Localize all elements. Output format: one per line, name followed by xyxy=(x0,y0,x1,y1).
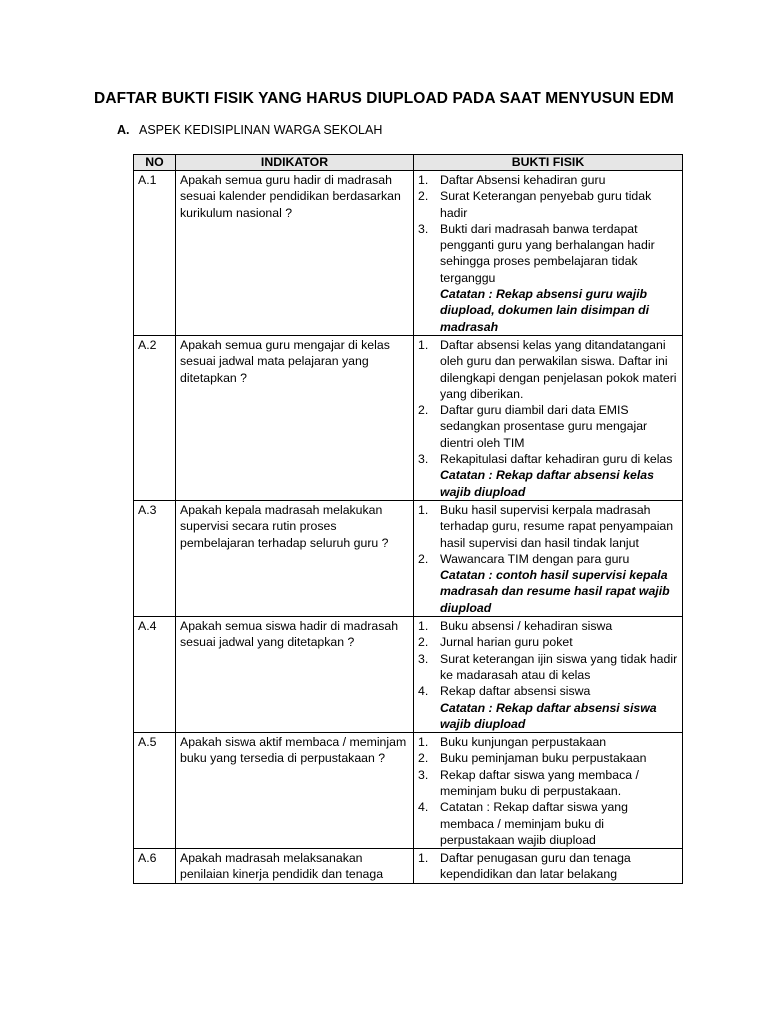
table-row xyxy=(134,335,683,500)
row-bukti-fisik xyxy=(414,171,683,336)
section-title: ASPEK KEDISIPLINAN WARGA SEKOLAH xyxy=(139,123,383,137)
row-indikator: Apakah semua guru mengajar di kelas sesuai jadwal mata pelajaran yang ditetapkan ? xyxy=(176,335,414,500)
row-indikator: Apakah semua siswa hadir di madrasah sesuai jadwal yang ditetapkan ? xyxy=(176,617,414,733)
evidence-note: Catatan : Rekap absensi guru wajib diupload, dokumen lain disimpan di madrasah xyxy=(440,287,650,334)
header-no: NO xyxy=(134,155,176,171)
evidence-list xyxy=(418,734,678,848)
evidence-item-number: 1. xyxy=(418,851,429,866)
table-row xyxy=(134,849,683,884)
row-bukti-fisik xyxy=(414,335,683,500)
evidence-item-number: 3. xyxy=(418,221,429,236)
evidence-item-text: Buku kunjungan perpustakaan xyxy=(440,735,607,750)
evidence-list xyxy=(418,850,678,883)
evidence-item xyxy=(418,683,678,699)
evidence-item-number: 1. xyxy=(418,502,429,517)
section-letter: A. xyxy=(117,123,130,137)
row-indikator: Apakah semua guru hadir di madrasah sesuai kalender pendidikan berdasarkan kurikulum nasional ? xyxy=(176,171,414,336)
table-row xyxy=(134,617,683,733)
document-title: DAFTAR BUKTI FISIK YANG HARUS DIUPLOAD PADA SAAT MENYUSUN EDM xyxy=(94,90,674,107)
evidence-item xyxy=(418,767,678,800)
row-number: A.2 xyxy=(134,335,176,500)
evidence-item-number: 3. xyxy=(418,767,429,782)
evidence-item-number: 2. xyxy=(418,635,429,650)
row-number: A.6 xyxy=(134,849,176,884)
evidence-item-number: 1. xyxy=(418,173,429,187)
header-bukti-fisik: BUKTI FISIK xyxy=(414,155,683,171)
evidence-item xyxy=(418,337,678,402)
evidence-item-text: Catatan : Rekap daftar siswa yang membaca / meminjam buku di perpustakaan wajib diupload xyxy=(440,800,628,847)
evidence-item xyxy=(418,451,678,467)
evidence-item xyxy=(418,634,678,650)
table-header-row xyxy=(134,155,683,171)
evidence-list xyxy=(418,618,678,699)
header-indikator: INDIKATOR xyxy=(176,155,414,171)
evidence-item-text: Surat Keterangan penyebab guru tidak hadir xyxy=(440,189,652,220)
row-indikator: Apakah siswa aktif membaca / meminjam buku yang tersedia di perpustakaan ? xyxy=(176,733,414,849)
evidence-item xyxy=(418,502,678,551)
evidence-item-text: Wawancara TIM dengan para guru xyxy=(440,551,630,566)
row-bukti-fisik xyxy=(414,733,683,849)
evidence-item-number: 2. xyxy=(418,751,429,766)
row-number: A.3 xyxy=(134,500,176,616)
evidence-item-number: 3. xyxy=(418,651,429,666)
table-row xyxy=(134,733,683,849)
evidence-item xyxy=(418,750,678,766)
evidence-item-number: 1. xyxy=(418,337,429,352)
evidence-item xyxy=(418,618,678,634)
row-bukti-fisik xyxy=(414,849,683,884)
evidence-item-text: Daftar guru diambil dari data EMIS sedangkan prosentase guru mengajar dientri oleh TIM xyxy=(440,403,648,450)
evidence-table xyxy=(133,154,683,884)
row-bukti-fisik xyxy=(414,617,683,733)
row-bukti-fisik xyxy=(414,500,683,616)
evidence-item-text: Buku peminjaman buku perpustakaan xyxy=(440,751,647,766)
evidence-list xyxy=(418,337,678,467)
evidence-note: Catatan : contoh hasil supervisi kepala madrasah dan resume hasil rapat wajib diupload xyxy=(440,568,670,615)
evidence-item xyxy=(418,734,678,750)
evidence-item xyxy=(418,850,678,883)
evidence-item-number: 3. xyxy=(418,452,429,467)
row-number: A.4 xyxy=(134,617,176,733)
evidence-item xyxy=(418,172,678,188)
evidence-item xyxy=(418,188,678,221)
evidence-note: Catatan : Rekap daftar absensi kelas wajib diupload xyxy=(440,468,654,499)
evidence-item xyxy=(418,651,678,684)
evidence-item-text: Bukti dari madrasah banwa terdapat pengganti guru yang berhalangan hadir sehingga proses pembelajaran tidak terganggu xyxy=(440,221,655,285)
row-number: A.1 xyxy=(134,171,176,336)
evidence-item-text: Buku absensi / kehadiran siswa xyxy=(440,619,613,634)
row-indikator: Apakah kepala madrasah melakukan supervisi secara rutin proses pembelajaran terhadap seluruh guru ? xyxy=(176,500,414,616)
evidence-item-text: Rekap daftar absensi siswa xyxy=(440,684,591,699)
evidence-item xyxy=(418,221,678,286)
table-row xyxy=(134,500,683,616)
evidence-item-text: Daftar penugasan guru dan tenaga kependidikan dan latar belakang xyxy=(440,851,631,882)
evidence-list xyxy=(418,502,678,567)
evidence-item-text: Buku hasil supervisi kerpala madrasah terhadap guru, resume rapat penyampaian hasil supervisi dan hasil tindak lanjut xyxy=(440,502,674,550)
evidence-item-number: 4. xyxy=(418,684,429,699)
evidence-item-number: 1. xyxy=(418,735,429,750)
evidence-note: Catatan : Rekap daftar absensi siswa wajib diupload xyxy=(440,700,657,731)
evidence-item xyxy=(418,402,678,451)
evidence-item-number: 4. xyxy=(418,800,429,815)
evidence-item-text: Daftar absensi kelas yang ditandatangani oleh guru dan perwakilan siswa. Daftar ini dilengkapi dengan penjelasan pokok materi yang diberikan. xyxy=(440,337,677,401)
evidence-item-text: Surat keterangan ijin siswa yang tidak hadir ke madarasah atau di kelas xyxy=(440,651,678,682)
evidence-item-text: Daftar Absensi kehadiran guru xyxy=(440,173,606,187)
row-indikator: Apakah madrasah melaksanakan penilaian kinerja pendidik dan tenaga xyxy=(176,849,414,884)
evidence-item-text: Rekap daftar siswa yang membaca / meminjam buku di perpustakaan. xyxy=(440,767,639,798)
section-heading xyxy=(117,123,382,137)
evidence-item-number: 2. xyxy=(418,403,429,418)
evidence-item-text: Rekapitulasi daftar kehadiran guru di kelas xyxy=(440,452,673,467)
evidence-item xyxy=(418,799,678,848)
evidence-list xyxy=(418,172,678,286)
evidence-item-text: Jurnal harian guru poket xyxy=(440,635,573,650)
evidence-item-number: 1. xyxy=(418,619,429,634)
table-row xyxy=(134,171,683,336)
evidence-item xyxy=(418,551,678,567)
row-number: A.5 xyxy=(134,733,176,849)
evidence-item-number: 2. xyxy=(418,551,429,566)
evidence-item-number: 2. xyxy=(418,189,429,204)
